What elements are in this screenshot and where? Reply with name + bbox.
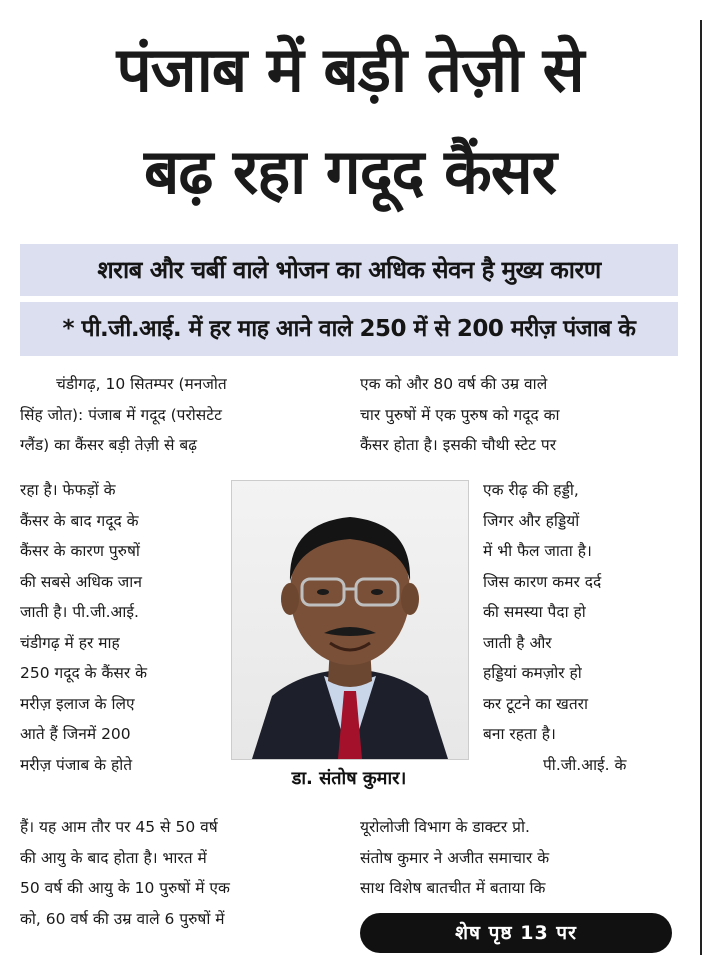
body-line: को, 60 वर्ष की उम्र वाले 6 पुरुषों में (20, 909, 225, 928)
body-line: हड्डियां कमज़ोर हो (483, 664, 582, 682)
left-column-bottom (20, 812, 342, 934)
right-column-bottom (360, 812, 682, 904)
body-line: रहा है। फेफड़ों के (20, 481, 116, 499)
continued-badge (360, 913, 672, 953)
column-rule (700, 20, 702, 955)
left-column-top (20, 369, 342, 461)
body-line: हैं। यह आम तौर पर 45 से 50 वर्ष (20, 818, 218, 836)
body-line: जाती है। पी.जी.आई. (20, 603, 139, 621)
body-line: की सबसे अधिक जान (20, 572, 142, 591)
body-line: 50 वर्ष की आयु के 10 पुरुषों में एक (20, 879, 230, 897)
body-line: सिंह जोत): पंजाब में गदूद (परोसटेट (20, 405, 222, 424)
body-line: साथ विशेष बातचीत में बताया कि (360, 879, 546, 897)
headline-line-1: पंजाब में बड़ी तेज़ी से (116, 33, 584, 106)
deck-line-2: * पी.जी.आई. में हर माह आने वाले 250 में से 200 मरीज़ पंजाब के (20, 302, 678, 356)
portrait-illustration (232, 481, 468, 759)
body-line: की समस्या पैदा हो (483, 603, 586, 621)
body-line: चंडीगढ़, 10 सितम्पर (मनजोत (56, 375, 227, 393)
body-line: आते हैं जिनमें 200 (20, 725, 131, 743)
body-line: मरीज़ पंजाब के होते (20, 755, 133, 774)
deck-line-1: शराब और चर्बी वाले भोजन का अधिक सेवन है मुख्य कारण (20, 244, 678, 296)
body-line: ग्लैंड) का कैंसर बड़ी तेज़ी से बढ़ (20, 436, 197, 454)
body-line: जाती है और (483, 633, 552, 652)
body-line: यूरोलोजी विभाग के डाक्टर प्रो. (360, 818, 530, 836)
body-line: जिस कारण कमर दर्द (483, 572, 602, 591)
body-line: कर टूटने का खतरा (483, 694, 589, 713)
photo-caption: डा. संतोष कुमार। (291, 768, 407, 789)
right-column-wrap (483, 475, 683, 780)
body-line: में भी फैल जाता है। (483, 542, 592, 560)
body-line: संतोष कुमार ने अजीत समाचार के (360, 848, 550, 867)
body-line: मरीज़ इलाज के लिए (20, 694, 135, 713)
body-line: एक को और 80 वर्ष की उम्र वाले (360, 375, 548, 393)
body-line: कैंसर के बाद गदूद के (20, 511, 139, 530)
left-column-wrap (20, 475, 220, 780)
continued-label: शेष पृष्ठ 13 पर (455, 922, 577, 944)
body-line: जिगर और हड्डियों (483, 511, 580, 530)
body-line: पी.जी.आई. के (543, 755, 627, 774)
portrait-photo (231, 480, 469, 760)
body-line: एक रीढ़ की हड्डी, (483, 481, 579, 499)
body-line: की आयु के बाद होता है। भारत में (20, 848, 207, 867)
body-line: चार पुरुषों में एक पुरुष को गदूद का (360, 405, 560, 424)
body-line: चंडीगढ़ में हर माह (20, 633, 120, 652)
body-line: कैंसर होता है। इसकी चौथी स्टेट पर (360, 436, 557, 454)
right-column-top (360, 369, 682, 461)
body-line: कैंसर के कारण पुरुषों (20, 542, 140, 560)
body-line: 250 गदूद के कैंसर के (20, 664, 148, 682)
body-line: बना रहता है। (483, 725, 556, 743)
headline-line-2: बढ़ रहा गदूद कैंसर (143, 135, 557, 208)
